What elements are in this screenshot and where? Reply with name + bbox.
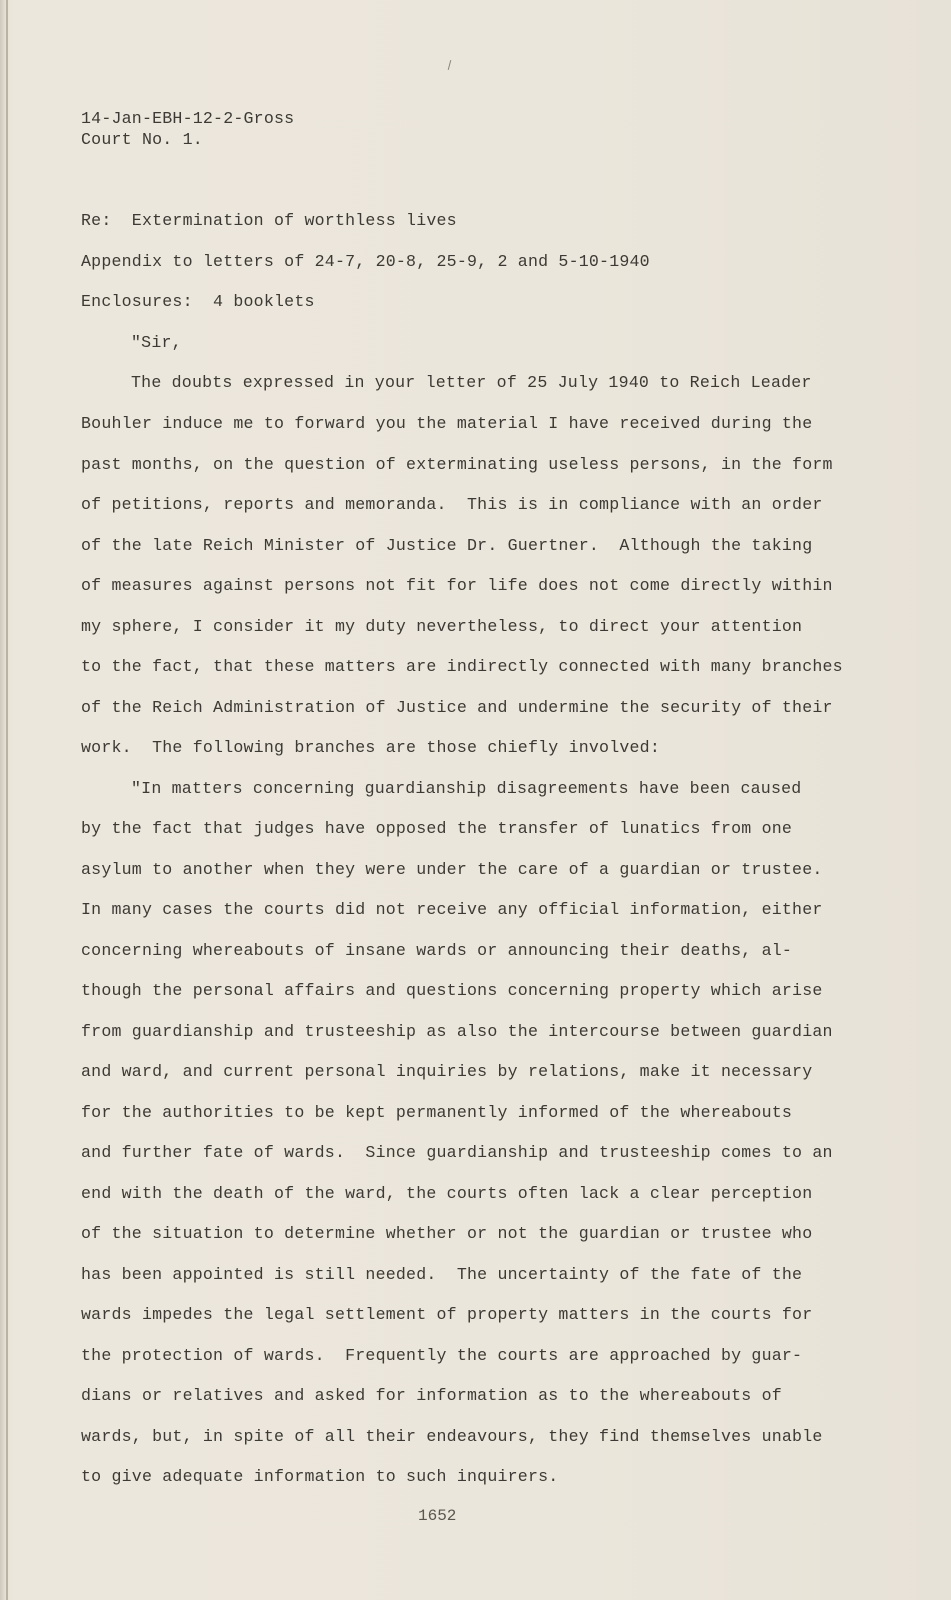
subject-line: Re: Extermination of worthless lives xyxy=(81,211,457,230)
body-line: for the authorities to be kept permanently informed of the whereabouts xyxy=(81,1103,793,1122)
body-line: "In matters concerning guardianship disagreements have been caused xyxy=(131,779,802,798)
body-line: of petitions, reports and memoranda. This is in compliance with an order xyxy=(81,495,823,514)
body-line: The doubts expressed in your letter of 25 July 1940 to Reich Leader xyxy=(131,373,812,392)
page-number: 1652 xyxy=(418,1507,457,1525)
page-binding-edge xyxy=(6,0,8,1600)
body-line: Bouhler induce me to forward you the material I have received during the xyxy=(81,414,813,433)
document-reference: 14-Jan-EBH-12-2-Gross xyxy=(81,109,295,128)
body-line: of the late Reich Minister of Justice Dr. Guertner. Although the taking xyxy=(81,536,813,555)
body-line: from guardianship and trusteeship as also the intercourse between guardian xyxy=(81,1022,833,1041)
pencil-mark xyxy=(448,60,452,70)
body-line: my sphere, I consider it my duty nevertheless, to direct your attention xyxy=(81,617,803,636)
body-line: of the Reich Administration of Justice and undermine the security of their xyxy=(81,698,833,717)
court-number: Court No. 1. xyxy=(81,130,203,149)
body-line: asylum to another when they were under the care of a guardian or trustee. xyxy=(81,860,823,879)
body-line: the protection of wards. Frequently the courts are approached by guar- xyxy=(81,1346,803,1365)
body-line: dians or relatives and asked for information as to the whereabouts of xyxy=(81,1386,782,1405)
salutation: "Sir, xyxy=(131,333,182,352)
body-line: work. The following branches are those chiefly involved: xyxy=(81,738,660,757)
body-line: wards, but, in spite of all their endeavours, they find themselves unable xyxy=(81,1427,823,1446)
body-line: of measures against persons not fit for life does not come directly within xyxy=(81,576,833,595)
body-line: past months, on the question of exterminating useless persons, in the form xyxy=(81,455,833,474)
body-line: by the fact that judges have opposed the transfer of lunatics from one xyxy=(81,819,793,838)
body-line: of the situation to determine whether or not the guardian or trustee who xyxy=(81,1224,813,1243)
body-line: and ward, and current personal inquiries by relations, make it necessary xyxy=(81,1062,813,1081)
body-line: to the fact, that these matters are indirectly connected with many branches xyxy=(81,657,843,676)
enclosures-line: Enclosures: 4 booklets xyxy=(81,292,315,311)
body-line: to give adequate information to such inquirers. xyxy=(81,1467,559,1486)
body-line: end with the death of the ward, the courts often lack a clear perception xyxy=(81,1184,813,1203)
body-line: and further fate of wards. Since guardianship and trusteeship comes to an xyxy=(81,1143,833,1162)
body-line: wards impedes the legal settlement of property matters in the courts for xyxy=(81,1305,813,1324)
body-line: concerning whereabouts of insane wards or announcing their deaths, al- xyxy=(81,941,793,960)
body-line: In many cases the courts did not receive any official information, either xyxy=(81,900,823,919)
body-line: though the personal affairs and questions concerning property which arise xyxy=(81,981,823,1000)
body-line: has been appointed is still needed. The uncertainty of the fate of the xyxy=(81,1265,803,1284)
appendix-line: Appendix to letters of 24-7, 20-8, 25-9, 2 and 5-10-1940 xyxy=(81,252,650,271)
